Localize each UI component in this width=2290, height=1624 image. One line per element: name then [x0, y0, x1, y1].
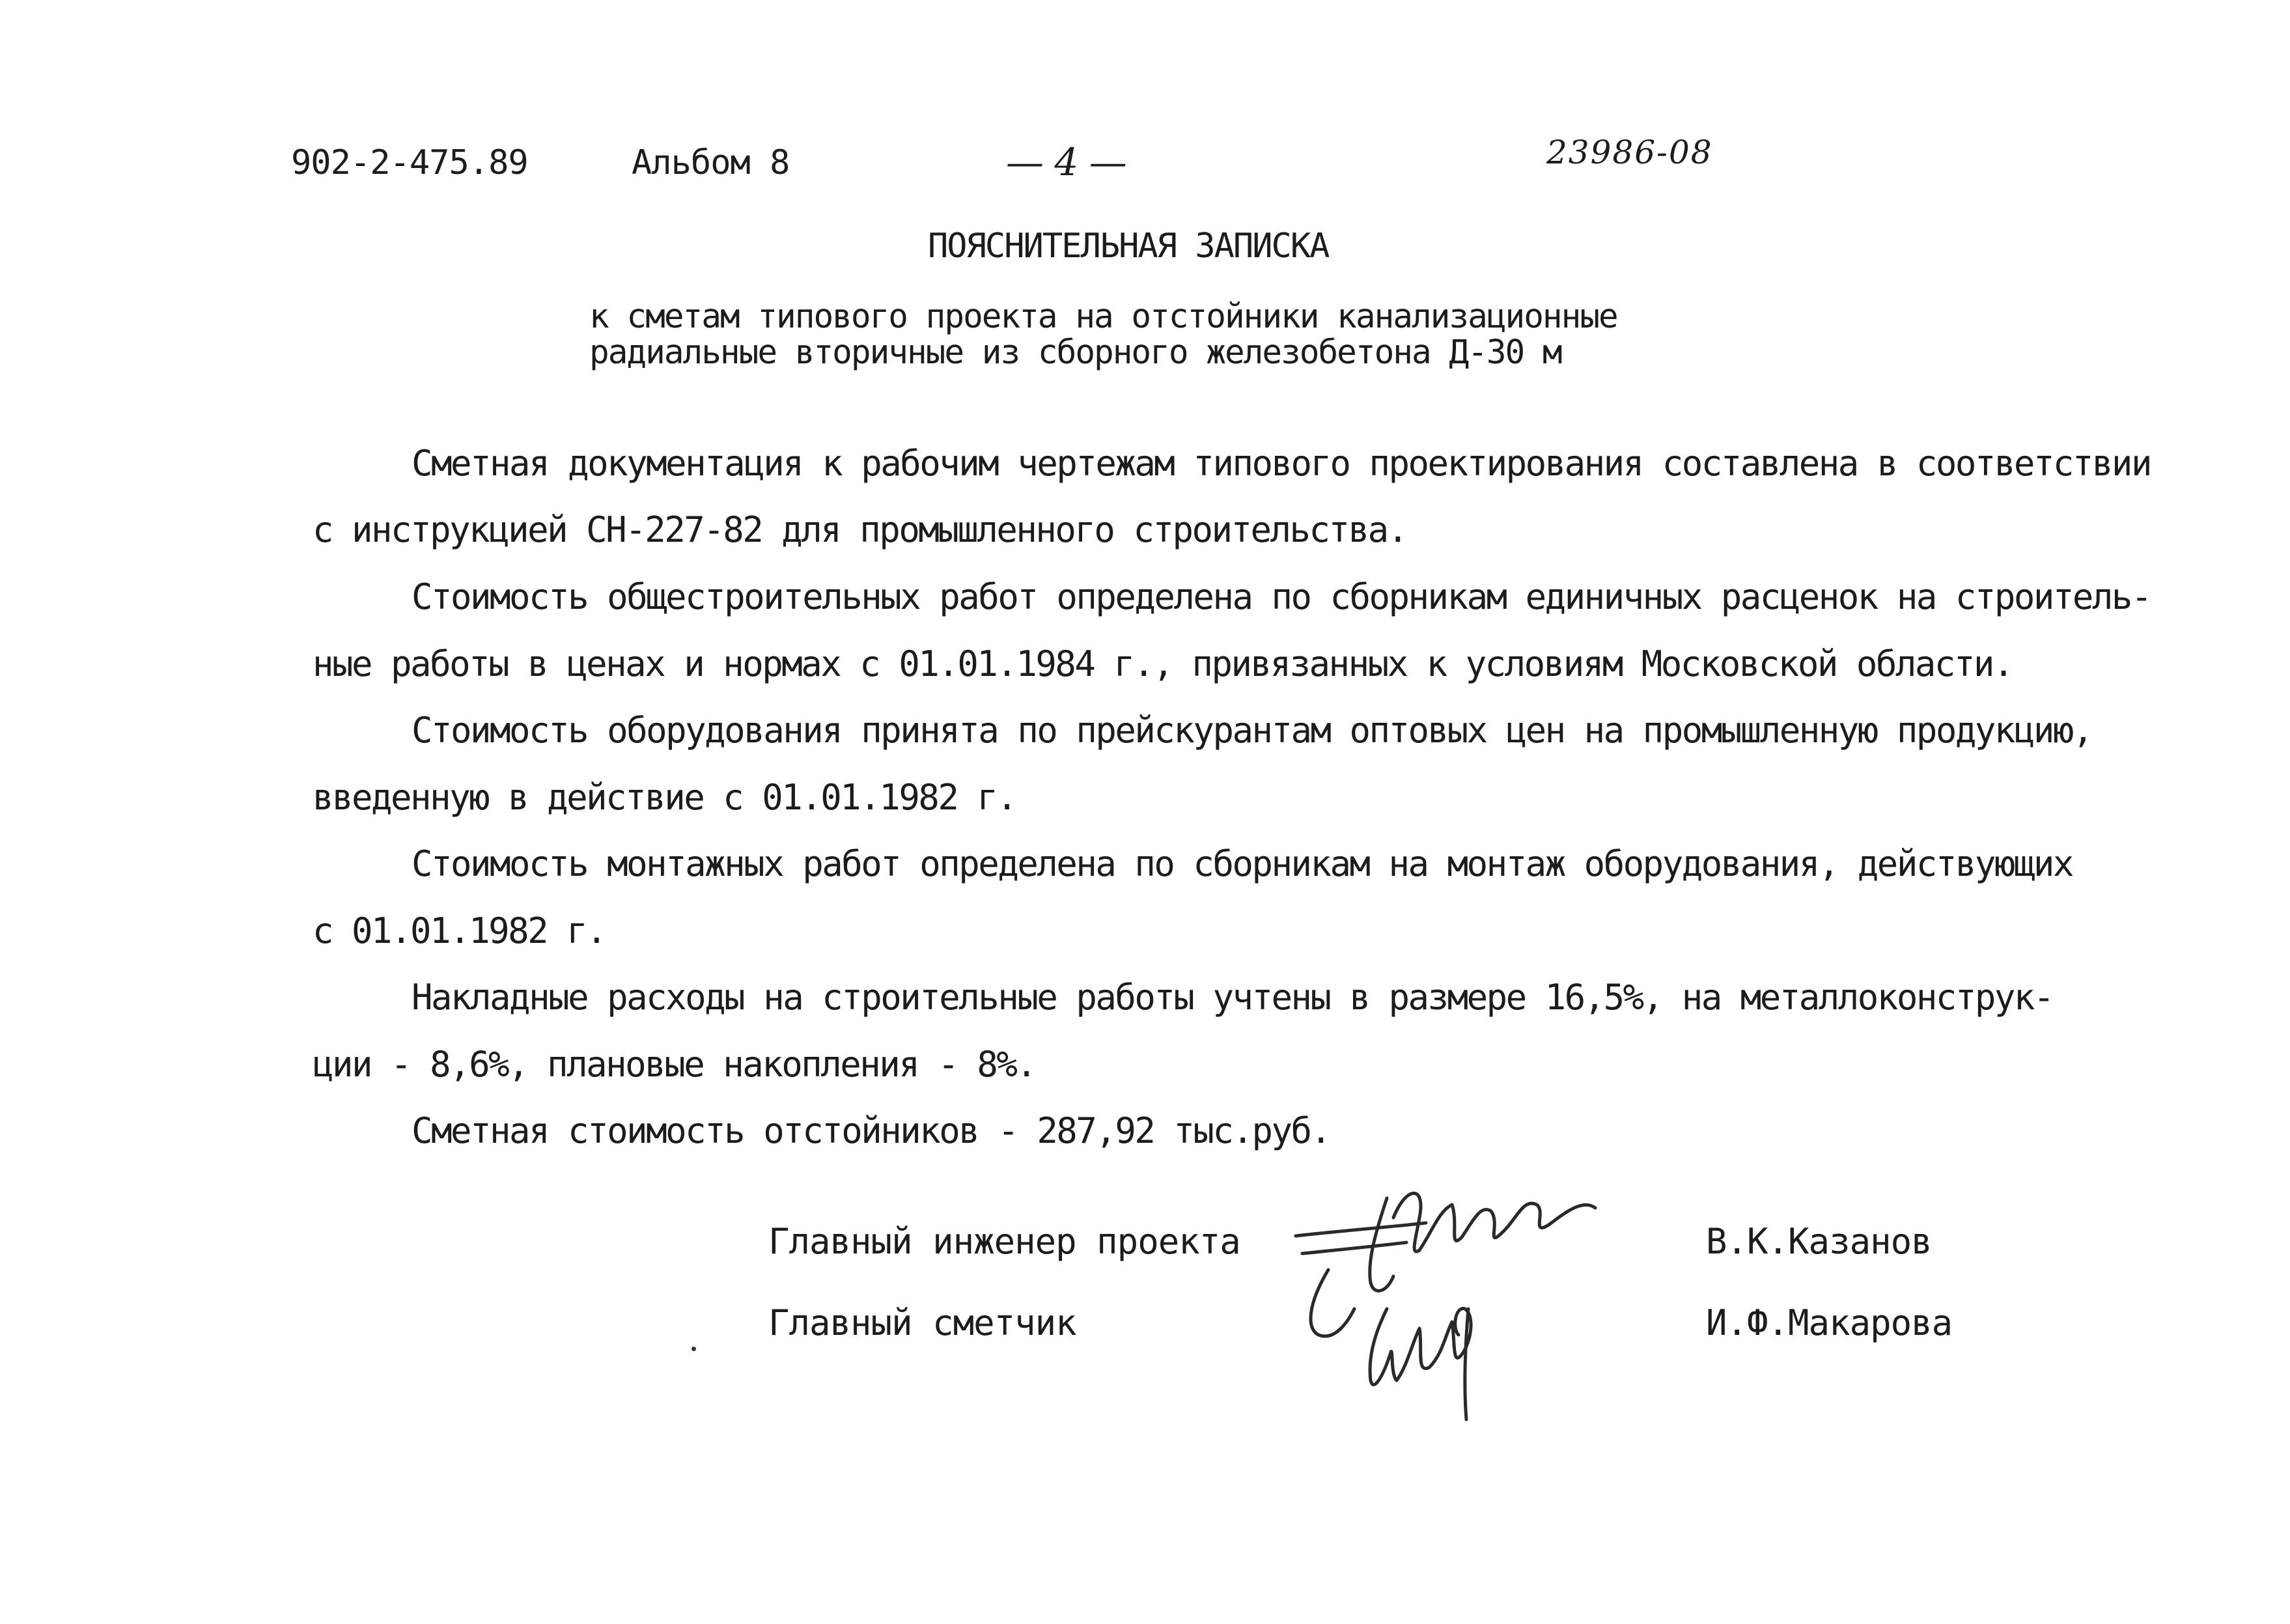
subtitle-line-1: к сметам типового проекта на отстойники канализационные [589, 298, 1617, 336]
body-line: Стоимость общестроительных работ определена по сборникам единичных расценок на строитель- [412, 576, 2151, 617]
signature-name-chief-engineer: В.К.Казанов [1706, 1221, 1932, 1262]
body-line: с инструкцией СН-227-82 для промышленного строительства. [313, 509, 1407, 550]
body-line: Сметная документация к рабочим чертежам типового проектирования составлена в соответствии [412, 443, 2151, 484]
scan-speck [691, 1347, 696, 1351]
inventory-number: 23986-08 [1546, 133, 1713, 171]
handwritten-signatures [1257, 1159, 1660, 1433]
document-title: ПОЯСНИТЕЛЬНАЯ ЗАПИСКА [928, 227, 1329, 266]
body-line: с 01.01.1982 г. [313, 910, 606, 951]
signature-role-chief-estimator: Главный сметчик [768, 1302, 1076, 1343]
doc-code: 902-2-475.89 [291, 143, 528, 182]
body-line: ные работы в ценах и нормах с 01.01.1984 г., привязанных к условиям Московской области. [313, 643, 2013, 684]
page-number: — 4 — [1006, 140, 1126, 184]
body-line: Накладные расходы на строительные работы учтены в размере 16,5%, на металлоконструк- [412, 977, 2053, 1018]
signature-kazanov-stroke [1302, 1242, 1406, 1253]
album-label: Альбом 8 [632, 143, 790, 182]
body-line: ции - 8,6%, плановые накопления - 8%. [313, 1044, 1036, 1085]
signature-kazanov-stroke [1296, 1223, 1426, 1236]
signature-role-chief-engineer: Главный инженер проекта [768, 1221, 1240, 1262]
signature-makarova-stroke [1370, 1309, 1471, 1385]
body-line: Стоимость монтажных работ определена по сборникам на монтаж оборудования, действующих [412, 843, 2073, 884]
signature-makarova-stroke [1465, 1309, 1468, 1420]
body-line: Стоимость оборудования принята по прейскурантам оптовых цен на промышленную продукцию, [412, 710, 2092, 751]
subtitle-line-2: радиальные вторичные из сборного железобетона Д-30 м [589, 333, 1561, 372]
signature-kazanov-stroke [1311, 1270, 1354, 1336]
signature-name-chief-estimator: И.Ф.Макарова [1706, 1302, 1953, 1343]
body-line: введенную в действие с 01.01.1982 г. [313, 777, 1016, 818]
body-line: Сметная стоимость отстойников - 287,92 тыс.руб. [412, 1110, 1330, 1151]
